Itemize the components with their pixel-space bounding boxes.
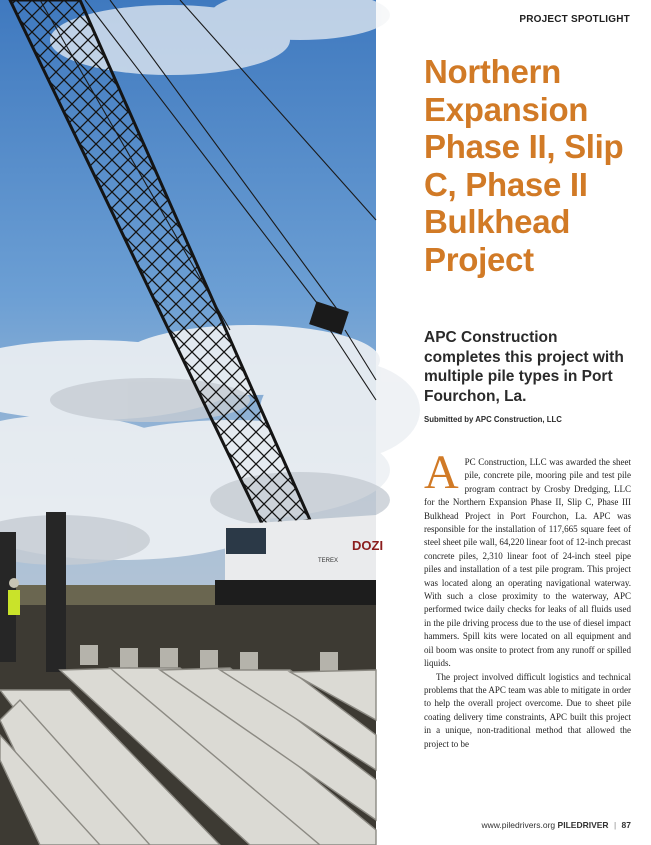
crane-maker-text: TEREX xyxy=(318,558,339,564)
footer-separator: | xyxy=(613,820,617,830)
byline: Submitted by APC Construction, LLC xyxy=(424,415,562,424)
footer-magazine-name: PILEDRIVER xyxy=(557,820,609,830)
crane-brand-text: DOZI xyxy=(352,538,384,553)
drop-cap: A xyxy=(424,446,459,499)
page-number: 87 xyxy=(621,820,631,830)
paragraph-text: PC Construction, LLC was awarded the sheet pile, concrete pile, mooring pile and test pile program contract by Crosby Dredging, LLC for the Northern Expansion Phase II, Slip C, Phase III Bulkhead Project in Port Fourchon, La. APC was responsible for the installation of 117,665 square feet of steel sheet pile wall, 64,220 linear foot of 12-inch precast concrete piles, 2,310 linear foot of 24-inch steel pipe piles and installation of a test pile program. This project was located along an operating navigational waterway. With such a close proximity to the waterway, APC performed twice daily checks for leaks of all fluids used in the pile driving process due to the use of diesel impact hammers. Spill kits were located on all equipment and oil boom was onsite to protect from any runoff or spilled liquids. xyxy=(424,457,631,669)
article-body xyxy=(424,446,631,751)
section-label: PROJECT SPOTLIGHT xyxy=(519,14,630,25)
footer-website-link[interactable]: www.piledrivers.org xyxy=(481,820,556,830)
article-title: Northern Expansion Phase II, Slip C, Phase II Bulkhead Project xyxy=(424,53,624,278)
paragraph xyxy=(424,446,631,671)
paragraph: The project involved difficult logistics and technical problems that the APC team was able to mitigate in order to help the overall project overcome. Due to sheet pile coating delivery time constraints, APC built this project in a unique, non-traditional method that allowed the project to be xyxy=(424,671,631,749)
page-footer xyxy=(481,820,631,830)
article-subtitle: APC Construction completes this project with multiple pile types in Port Fourchon, La. xyxy=(424,329,624,405)
